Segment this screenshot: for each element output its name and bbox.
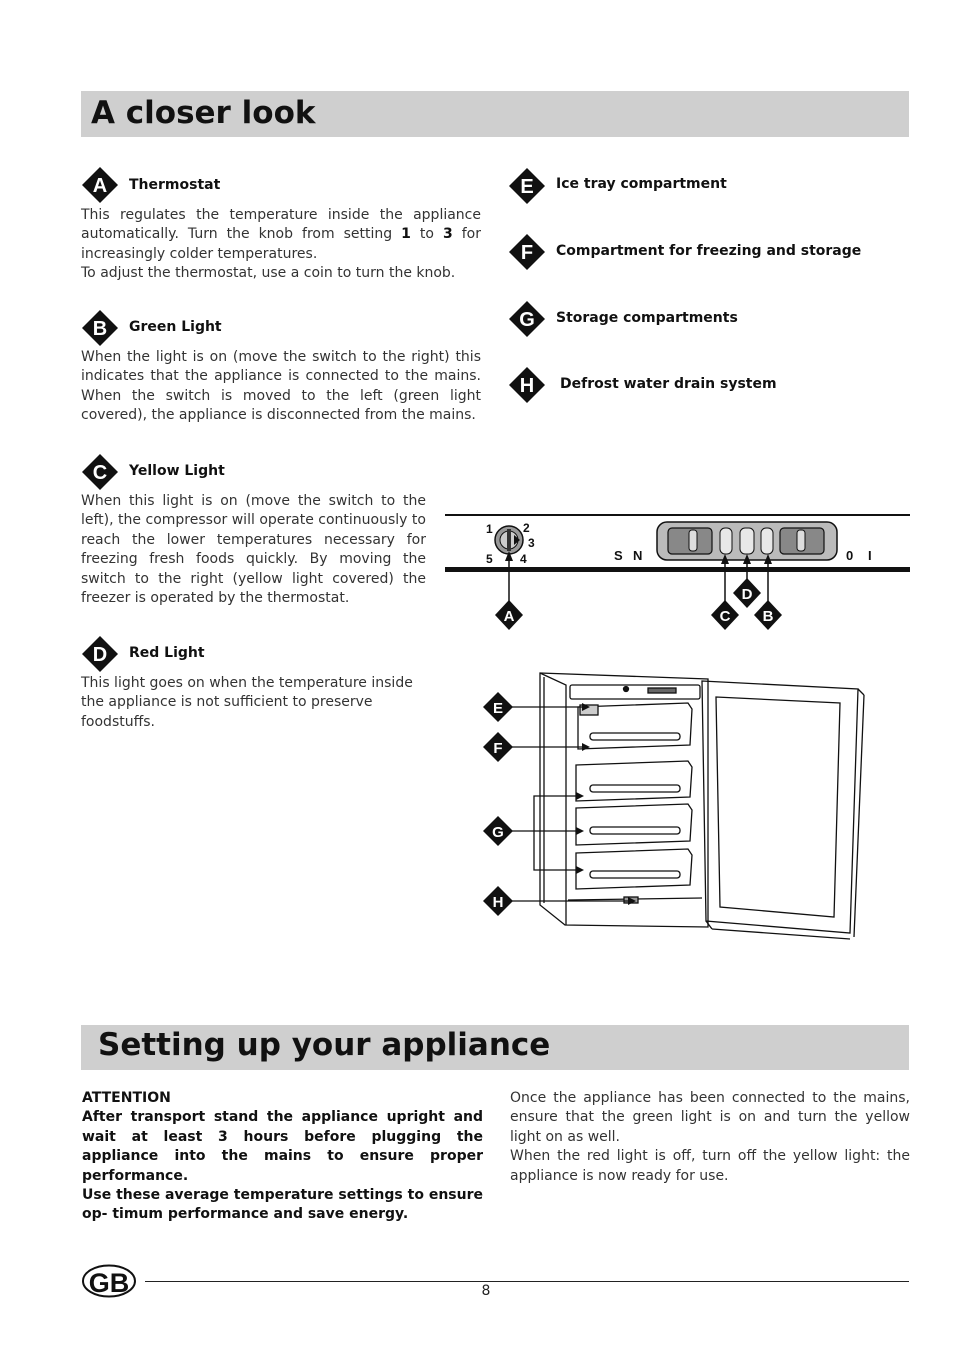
callout-f: [483, 732, 513, 762]
item-title-yellow-light: Yellow Light: [129, 463, 225, 479]
item-title-defrost-drain: Defrost water drain system: [560, 376, 777, 392]
section-banner-closer-look: [81, 91, 909, 137]
knob-setting-2: 2: [523, 521, 530, 535]
svg-text:B: B: [92, 318, 108, 340]
setup-attention-block: [82, 1089, 483, 1225]
item-text-yellow-light: When this light is on (move the switch to the left), the compressor will operate continuously to reach the lower temperatures necessary for freezing fresh foods quickly. By moving the switch to the right (yellow light covered) the freezer is operated by the thermostat.: [81, 493, 426, 607]
footer-rule: [145, 1281, 909, 1282]
item-text-thermostat: This regulates the temperature inside the appliance automatically. Turn the knob from setting 1 to 3 for increasingly colder temperatures. To adjust the thermostat, use a coin to turn the knob.: [81, 207, 481, 282]
svg-text:H: H: [519, 375, 535, 397]
settings-text: Use these average temperature settings to ensure op- timum performance and save energy.: [82, 1187, 483, 1223]
callout-h: [483, 886, 513, 916]
callout-b: [754, 600, 782, 630]
country-logo: [82, 1264, 138, 1298]
letter-badge-c: [81, 453, 119, 491]
callout-g: [483, 816, 513, 846]
knob-setting-4: 4: [520, 552, 527, 566]
setup-paragraph-1: Once the appliance has been connected to the mains, ensure that the green light is on and turn the yellow light on as well.: [510, 1090, 910, 1145]
section-title-closer-look: A closer look: [91, 95, 316, 131]
item-title-ice-tray: Ice tray compartment: [556, 176, 727, 192]
callout-e: [483, 692, 513, 722]
item-title-freezing-storage: Compartment for freezing and storage: [556, 243, 862, 259]
control-panel-diagram: [440, 505, 915, 635]
item-text-red-light: This light goes on when the temperature inside the appliance is not sufficient to preserve foodstuffs.: [81, 675, 413, 730]
setup-paragraph-2: When the red light is off, turn off the yellow light: the appliance is now ready for use.: [510, 1148, 910, 1184]
svg-text:C: C: [92, 462, 108, 484]
svg-text:E: E: [492, 700, 504, 717]
setup-right-column: [510, 1089, 910, 1186]
letter-badge-h: [508, 366, 546, 404]
freezer-diagram: [480, 665, 865, 940]
letter-badge-f: [508, 233, 546, 271]
item-title-thermostat: Thermostat: [129, 177, 221, 193]
letter-badge-g: [508, 300, 546, 338]
svg-text:A: A: [92, 175, 108, 197]
letter-badge-e: [508, 167, 546, 205]
attention-heading: ATTENTION: [82, 1090, 171, 1106]
section-banner-setting-up: [81, 1025, 909, 1070]
svg-text:D: D: [92, 644, 108, 666]
thermostat-knob: [495, 526, 523, 554]
item-title-green-light: Green Light: [129, 319, 222, 335]
item-title-red-light: Red Light: [129, 645, 205, 661]
callout-d: [733, 578, 761, 608]
label-0: 0: [846, 548, 854, 563]
svg-text:A: A: [503, 608, 515, 625]
svg-text:H: H: [492, 894, 504, 911]
svg-text:G: G: [492, 824, 504, 841]
label-n: N: [633, 548, 643, 563]
attention-text: After transport stand the appliance upright and wait at least 3 hours before plugging the appliance into the mains to ensure proper performance.: [82, 1109, 483, 1184]
svg-text:F: F: [520, 242, 534, 264]
svg-text:C: C: [719, 608, 731, 625]
knob-setting-5: 5: [486, 552, 493, 566]
svg-text:F: F: [493, 740, 503, 757]
svg-text:B: B: [762, 608, 774, 625]
svg-text:GB: GB: [88, 1268, 130, 1298]
page-number: 8: [481, 1283, 491, 1299]
letter-badge-b: [81, 309, 119, 347]
svg-text:G: G: [519, 309, 535, 331]
label-s: S: [614, 548, 623, 563]
letter-badge-a: [81, 166, 119, 204]
letter-badge-d: [81, 635, 119, 673]
callout-a: [495, 600, 523, 630]
knob-setting-3: 3: [528, 536, 535, 550]
svg-text:E: E: [520, 176, 534, 198]
callout-c: [711, 600, 739, 630]
section-title-setting-up: Setting up your appliance: [98, 1027, 551, 1063]
item-text-green-light: When the light is on (move the switch to the right) this indicates that the appliance is connected to the mains. When the switch is moved to the left (green light covered), the appliance is disconnected from the mains.: [81, 349, 481, 424]
svg-text:D: D: [741, 586, 753, 603]
knob-setting-1: 1: [486, 522, 493, 536]
item-title-storage: Storage compartments: [556, 310, 738, 326]
label-i: I: [868, 548, 872, 563]
